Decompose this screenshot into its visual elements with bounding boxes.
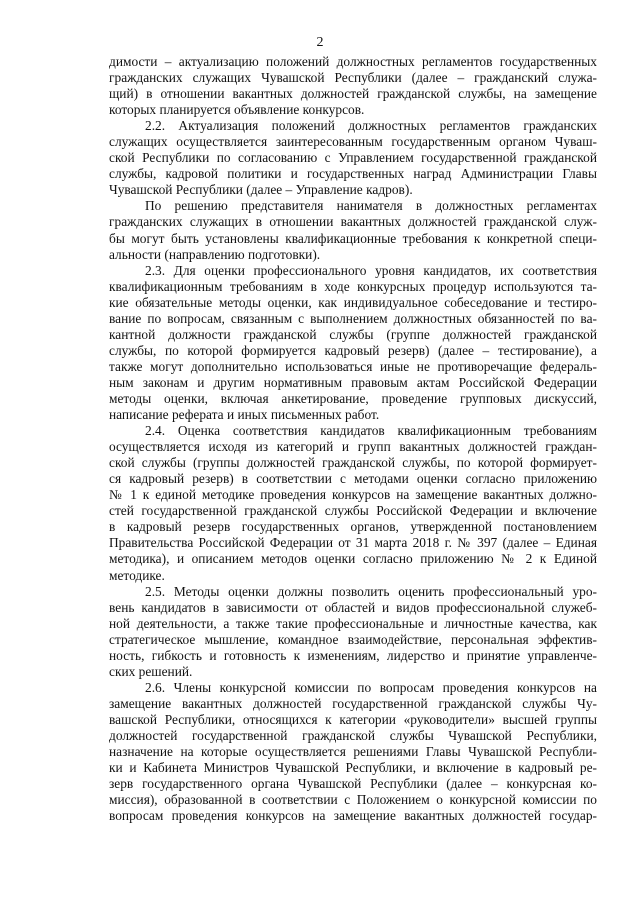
text-line: осуществляется исходя из категорий и групп вакантных должностей граждан- — [109, 439, 597, 455]
paragraph — [109, 263, 597, 423]
text-line: кантной должности гражданской службы (группе должностей гражданской — [109, 326, 597, 342]
text-line: гражданских служащих в отношении вакантных должностей гражданской служ- — [109, 214, 597, 230]
paragraph — [109, 118, 597, 198]
text-line: назначение на которые осуществляется решениями Главы Чувашской Республи- — [109, 744, 597, 760]
text-line: квалификационным требованиям в ходе конкурсных процедур используются та- — [109, 278, 597, 294]
text-line: ской службы (группы должностей гражданской службы, по которой формирует- — [109, 455, 597, 471]
text-line: ся кадровый резерв) в соответствии с методами оценки согласно приложению — [109, 471, 597, 487]
text-line: 2.2. Актуализация положений должностных регламентов гражданских — [145, 118, 597, 134]
paragraph — [109, 584, 597, 680]
text-line: службы, кадровой политики и государственных наград Администрации Главы — [109, 166, 597, 182]
document-body — [109, 54, 597, 824]
text-line: ских решений. — [109, 663, 193, 679]
text-line: ным законам и другим нормативным правовым актам Российской Федерации — [109, 374, 597, 390]
text-line: также могут дополнительно использоваться иные не противоречащие федераль- — [109, 358, 597, 374]
text-line: ной деятельности, а также такие профессиональные и личностные качества, как — [109, 615, 597, 631]
text-line: 2.4. Оценка соответствия кандидатов квалификационным требованиям — [145, 423, 597, 439]
text-line: методика), и описанием методов оценки согласно приложению № 2 к Единой — [109, 551, 597, 567]
text-line: зерв государственного органа Чувашской Республики (далее – конкурсная ко- — [109, 776, 597, 792]
text-line: 2.6. Члены конкурсной комиссии по вопросам проведения конкурсов на — [145, 679, 597, 695]
text-line: вашской Республики, относящихся к категории «руководители» высшей группы — [109, 711, 597, 727]
text-line: димости – актуализацию положений должностных регламентов государственных — [109, 54, 597, 69]
text-line: альности (направлению подготовки). — [109, 246, 321, 262]
text-line: стратегическое мышление, командное взаимодействие, персональная эффектив- — [109, 631, 597, 647]
paragraph — [109, 680, 597, 824]
text-line: ской Республики по согласованию с Управлением государственной гражданской — [109, 150, 597, 166]
text-line: бы могут быть установлены квалификационные требования к конкретной специ- — [109, 230, 597, 246]
text-line: ность, гибкость и готовность к изменениям, лидерство и принятие управленче- — [109, 647, 597, 663]
page-number: 2 — [316, 35, 324, 50]
text-line: 2.5. Методы оценки должны позволить оценить профессиональный уро- — [145, 583, 597, 599]
paragraph — [109, 423, 597, 583]
text-line: написание реферата и иных письменных работ. — [109, 407, 380, 423]
text-line: службы, по которой формируется кадровый резерв) (далее – тестирование), а — [109, 342, 597, 358]
text-line: гражданских служащих Чувашской Республики (далее – гражданский служа- — [109, 70, 597, 86]
text-line: вание по вопросам, связанным с выполнением должностных обязанностей по ва- — [109, 310, 597, 326]
text-line: замещение вакантных должностей государственной гражданской службы Чу- — [109, 695, 597, 711]
text-line: Правительства Российской Федерации от 31 марта 2018 г. № 397 (далее – Единая — [109, 535, 597, 551]
paragraph — [109, 54, 597, 118]
text-line: 2.3. Для оценки профессионального уровня кандидатов, их соответствия — [145, 262, 597, 278]
paragraph — [109, 198, 597, 262]
text-line: № 1 к единой методике проведения конкурсов на замещение вакантных должно- — [109, 487, 597, 503]
text-line: методы оценки, включая анкетирование, проведение групповых дискуссий, — [109, 390, 597, 406]
text-line: вопросам проведения конкурсов на замещение вакантных должностей государ- — [109, 808, 597, 824]
text-line: По решению представителя нанимателя в должностных регламентах — [145, 198, 597, 214]
text-line: вень кандидатов в зависимости от областей и видов профессиональной служеб- — [109, 599, 597, 615]
text-line: методике. — [109, 567, 165, 583]
text-line: в кадровый резерв государственных органов, утвержденной постановлением — [109, 519, 597, 535]
text-line: должностей государственной гражданской службы Чувашской Республики, — [109, 727, 597, 743]
text-line: Чувашской Республики (далее – Управление кадров). — [109, 182, 413, 198]
text-line: служащих осуществляется заинтересованным государственным органом Чуваш- — [109, 134, 597, 150]
text-line: кие обязательные методы оценки, как индивидуальное собеседование и тестиро- — [109, 294, 597, 310]
text-line: щий) в отношении вакантных должностей гражданской службы, на замещение — [109, 86, 597, 102]
text-line: ки и Кабинета Министров Чувашской Республики, и включение в кадровый ре- — [109, 760, 597, 776]
text-line: миссия), образованной в соответствии с Положением о конкурсной комиссии по — [109, 792, 597, 808]
text-line: стей государственной гражданской службы Российской Федерации и включение — [109, 503, 597, 519]
text-line: которых планируется объявление конкурсов. — [109, 102, 365, 118]
